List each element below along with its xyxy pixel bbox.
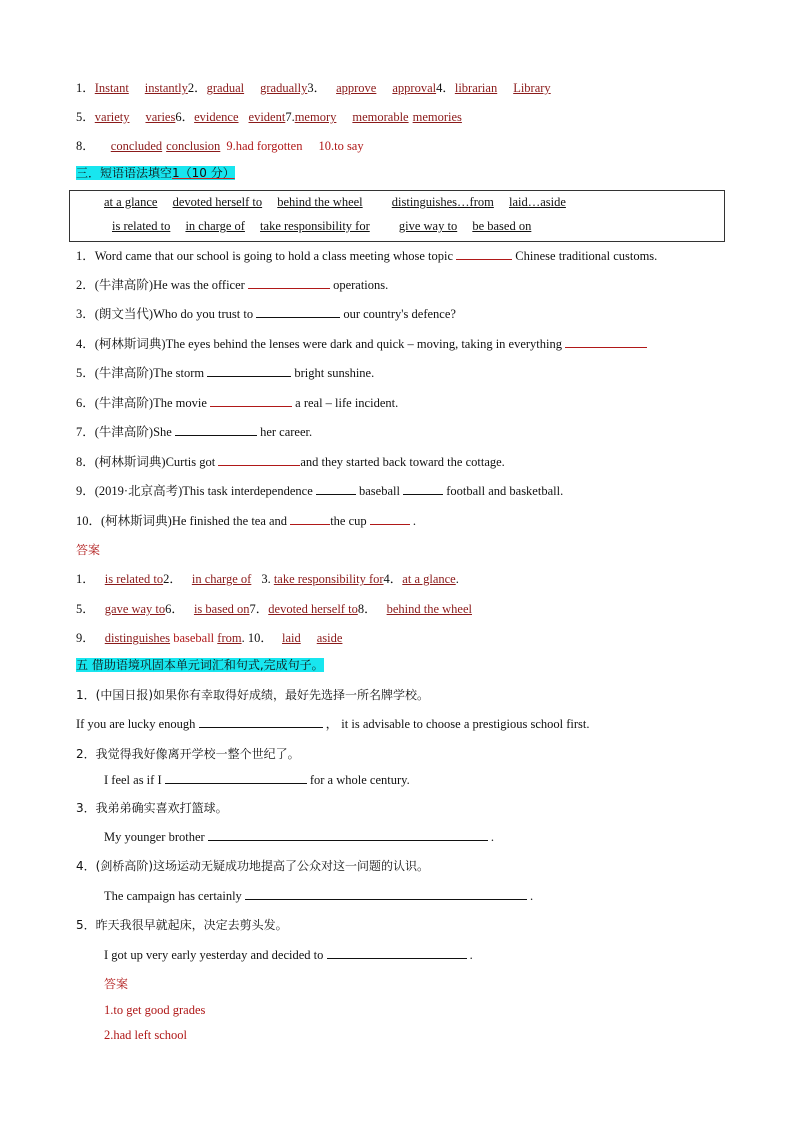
question-7 — [76, 424, 312, 440]
answer: memories — [412, 110, 462, 124]
answer: concluded — [110, 139, 163, 153]
answer-row-s3-1 — [76, 571, 459, 587]
translation-1-en — [76, 716, 590, 732]
answer: evidence — [194, 110, 239, 124]
phrase: at a glance — [104, 195, 158, 209]
answer-blank[interactable] — [316, 483, 356, 495]
title-score: 1（10 分） — [172, 166, 235, 180]
answer-blank[interactable] — [327, 947, 467, 959]
num: 4． — [436, 81, 455, 95]
translation-5-cn: 5．昨天我很早就起床，决定去剪头发。 — [76, 918, 288, 932]
answer: varies — [145, 110, 176, 124]
phrase: give way to — [398, 219, 458, 233]
q-text: baseball — [359, 484, 400, 498]
q-text: . — [412, 514, 417, 528]
question-3 — [76, 306, 456, 322]
question-6 — [76, 395, 398, 411]
answer-blank[interactable] — [565, 336, 647, 348]
section-5-title — [76, 657, 324, 673]
q-text: . — [530, 889, 534, 903]
q-text: 2．(牛津高阶)He was the officer — [76, 278, 245, 292]
answer: from — [217, 631, 242, 645]
answer: baseball — [173, 631, 215, 645]
answer-row-3 — [76, 138, 364, 154]
word-box-row-2 — [112, 218, 543, 234]
num: 8． — [76, 139, 95, 153]
question-4 — [76, 336, 647, 352]
answer-blank[interactable] — [248, 277, 330, 289]
phrase: devoted herself to — [172, 195, 263, 209]
num: 5． — [76, 110, 95, 124]
answer: aside — [316, 631, 343, 645]
question-2 — [76, 277, 388, 293]
q-text: 6．(牛津高阶)The movie — [76, 396, 207, 410]
q-text: My younger brother — [104, 830, 205, 844]
answer-blank[interactable] — [245, 888, 527, 900]
answer-blank[interactable] — [199, 716, 323, 728]
question-10 — [76, 513, 416, 529]
answer-blank[interactable] — [256, 306, 340, 318]
num: 1． — [76, 572, 95, 586]
q-text: 1．Word came that our school is going to hold a class meeting whose topic — [76, 249, 454, 263]
num: 4． — [383, 572, 403, 586]
answer: behind the wheel — [386, 602, 472, 616]
answer-row-1 — [76, 80, 551, 96]
question-1 — [76, 248, 657, 264]
q-text: ， it is advisable to choose a prestigious school first. — [325, 717, 590, 731]
answer: at a glance — [402, 572, 456, 586]
answer-blank[interactable] — [456, 248, 512, 260]
translation-4-en — [104, 888, 533, 904]
answer-row-s3-2 — [76, 601, 472, 617]
answer: gave way to — [104, 602, 166, 616]
q-text: 10．(柯林斯词典)He finished the tea and — [76, 514, 288, 528]
section-3-title — [76, 165, 235, 181]
answer-blank[interactable] — [290, 513, 330, 525]
q-text: If you are lucky enough — [76, 717, 196, 731]
answer: librarian — [454, 81, 498, 95]
phrase: laid…aside — [508, 195, 566, 209]
section-5-answer-2: 2.had left school — [104, 1028, 187, 1042]
word-box-row-1 — [104, 194, 578, 210]
answer: 10.to say — [318, 139, 364, 153]
translation-3-cn: 3．我弟弟确实喜欢打篮球。 — [76, 801, 228, 815]
answer-blank[interactable] — [210, 395, 292, 407]
word-box — [69, 190, 725, 242]
q-text: . — [490, 830, 495, 844]
answer-label: 答案 — [76, 543, 101, 557]
q-text: football and basketball. — [446, 484, 564, 498]
translation-3-en — [104, 829, 494, 845]
q-text: 8．(柯林斯词典)Curtis got — [76, 455, 216, 469]
answer: Library — [513, 81, 551, 95]
answer: is related to — [104, 572, 164, 586]
answer: memory — [294, 110, 337, 124]
num: 7． — [249, 602, 269, 616]
phrase: in charge of — [185, 219, 245, 233]
q-text: 4．(柯林斯词典)The eyes behind the lenses were dark and quick – moving, taking in everything — [76, 337, 562, 351]
q-text: for a whole century. — [309, 773, 410, 787]
punct: . — [455, 572, 459, 586]
translation-5-en — [104, 947, 473, 963]
q-text: bright sunshine. — [294, 366, 375, 380]
q-text: operations. — [333, 278, 389, 292]
answer: devoted herself to — [268, 602, 358, 616]
num: 2． — [187, 81, 207, 95]
q-text: 3．(朗文当代)Who do you trust to — [76, 307, 254, 321]
question-9 — [76, 483, 563, 499]
question-5 — [76, 365, 374, 381]
q-text: . — [469, 948, 473, 962]
translation-4-cn: 4．(剑桥高阶)这场运动无疑成功地提高了公众对这一问题的认识。 — [76, 859, 430, 873]
phrase: behind the wheel — [277, 195, 363, 209]
q-text: the cup — [330, 514, 367, 528]
translation-2-en — [104, 772, 410, 788]
question-8 — [76, 454, 505, 470]
num: 3. — [261, 572, 271, 586]
phrase: is related to — [112, 219, 171, 233]
num: 8． — [357, 602, 377, 616]
translation-2-cn: 2．我觉得我好像离开学校一整个世纪了。 — [76, 747, 300, 761]
title-text: 五 借助语境巩固本单元词汇和句式,完成句子。 — [76, 658, 324, 672]
num: 5． — [76, 602, 95, 616]
answer: conclusion — [166, 139, 221, 153]
answer: approval — [392, 81, 437, 95]
q-text: and they started back toward the cottage. — [300, 455, 505, 469]
q-text: I feel as if I — [104, 773, 162, 787]
num: 9． — [76, 631, 95, 645]
q-text: 7．(牛津高阶)She — [76, 425, 172, 439]
answer: Instant — [94, 81, 129, 95]
answer: in charge of — [191, 572, 252, 586]
answer-row-2 — [76, 109, 462, 125]
phrase: take responsibility for — [260, 219, 370, 233]
answer: approve — [336, 81, 377, 95]
answer-blank[interactable] — [208, 829, 488, 841]
answer-blank[interactable] — [218, 454, 300, 466]
answer: gradually — [260, 81, 308, 95]
num: . 10． — [241, 631, 273, 645]
q-text: Chinese traditional customs. — [515, 249, 658, 263]
answer: evident — [248, 110, 286, 124]
translation-1-cn: 1．(中国日报)如果你有幸取得好成绩，最好先选择一所名牌学校。 — [76, 688, 430, 702]
title-text: 三．短语语法填空 — [76, 166, 173, 180]
q-text: 5．(牛津高阶)The storm — [76, 366, 205, 380]
num: 2． — [163, 572, 182, 586]
answer: variety — [94, 110, 130, 124]
answer: laid — [281, 631, 301, 645]
answer-blank[interactable] — [175, 424, 257, 436]
answer: memorable — [352, 110, 409, 124]
answer: instantly — [144, 81, 188, 95]
answer: take responsibility for — [273, 572, 384, 586]
num: 6． — [165, 602, 184, 616]
phrase: distinguishes…from — [391, 195, 494, 209]
section-5-answer-label: 答案 — [104, 977, 129, 991]
q-text: I got up very early yesterday and decided to — [104, 948, 324, 962]
answer: is based on — [193, 602, 250, 616]
q-text: 9．(2019·北京高考)This task interdependence — [76, 484, 313, 498]
num: 7. — [285, 110, 295, 124]
answer-blank[interactable] — [165, 772, 307, 784]
num: 6． — [175, 110, 195, 124]
q-text: her career. — [260, 425, 313, 439]
num: 1． — [76, 81, 95, 95]
answer: 9.had forgotten — [226, 139, 303, 153]
answer-blank[interactable] — [370, 513, 410, 525]
section-5-answer-1: 1.to get good grades — [104, 1003, 206, 1017]
answer: distinguishes — [104, 631, 171, 645]
q-text: The campaign has certainly — [104, 889, 242, 903]
q-text: a real – life incident. — [295, 396, 399, 410]
num: 3． — [307, 81, 327, 95]
answer-blank[interactable] — [207, 365, 291, 377]
answer-blank[interactable] — [403, 483, 443, 495]
answer: gradual — [206, 81, 245, 95]
phrase: be based on — [472, 219, 532, 233]
answer-row-s3-3 — [76, 630, 348, 646]
q-text: our country's defence? — [343, 307, 456, 321]
